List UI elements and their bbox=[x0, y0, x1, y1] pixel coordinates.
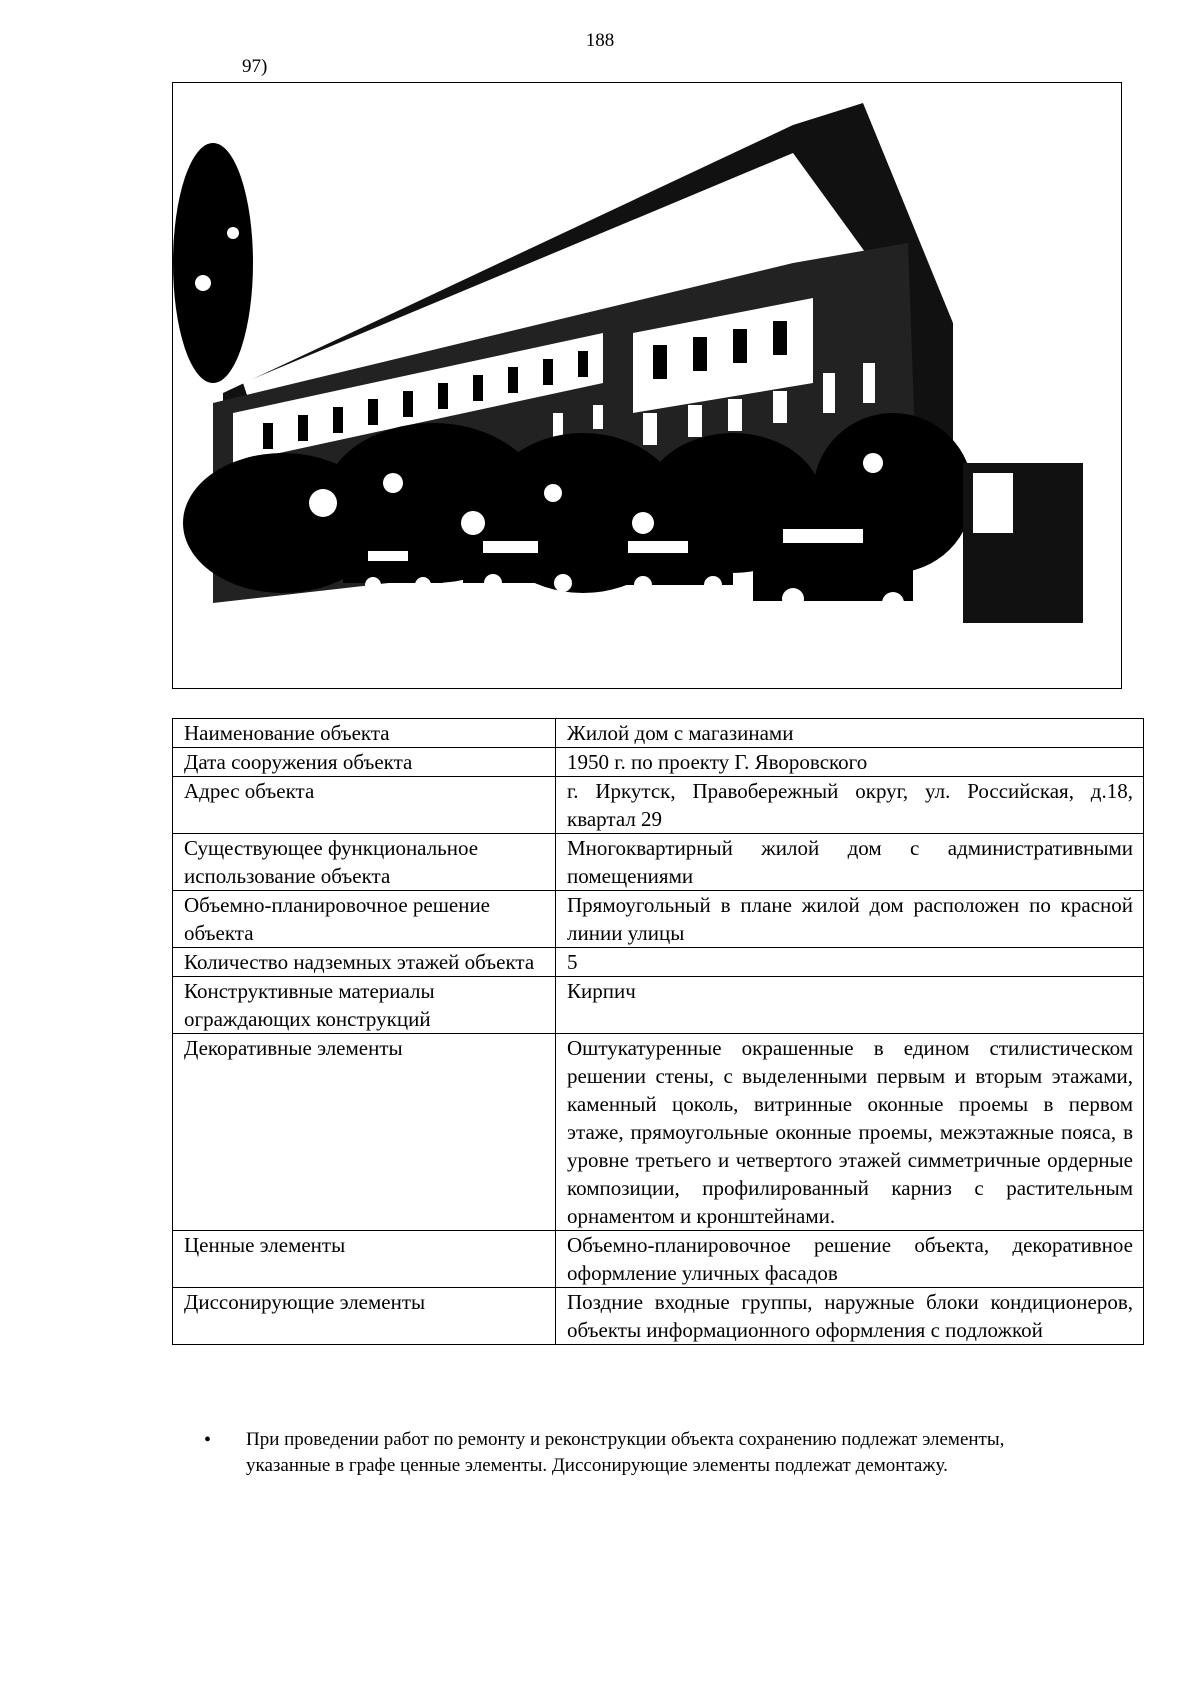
row-value: Кирпич bbox=[556, 977, 1144, 1034]
object-info-table bbox=[172, 718, 1144, 1345]
row-value: Объемно-планировочное решение объекта, декоративное оформление уличных фасадов bbox=[556, 1231, 1144, 1288]
page-number: 188 bbox=[585, 30, 615, 51]
row-label: Количество надземных этажей объекта bbox=[173, 948, 556, 977]
row-value: Прямоугольный в плане жилой дом расположен по красной линии улицы bbox=[556, 891, 1144, 948]
table-row bbox=[173, 1288, 1144, 1345]
row-label: Дата сооружения объекта bbox=[173, 748, 556, 777]
row-label: Ценные элементы bbox=[173, 1231, 556, 1288]
building-photo-icon bbox=[173, 83, 1122, 689]
row-label: Конструктивные материалы ограждающих конструкций bbox=[173, 977, 556, 1034]
row-value: Поздние входные группы, наружные блоки кондиционеров, объекты информационного оформления с подложкой bbox=[556, 1288, 1144, 1345]
row-label: Объемно-планировочное решение объекта bbox=[173, 891, 556, 948]
row-value: г. Иркутск, Правобережный округ, ул. Российская, д.18, квартал 29 bbox=[556, 777, 1144, 834]
row-value: Оштукатуренные окрашенные в едином стилистическом решении стены, с выделенными первым и вторым этажами, каменный цоколь, витринные оконные проемы в первом этаже, прямоугольные оконные проемы, межэтажные пояса, в уровне третьего и четвертого этажей симметричные ордерные композиции, профилированный карниз с растительным орнаментом и кронштейнами. bbox=[556, 1034, 1144, 1231]
row-label: Существующее функциональное использование объекта bbox=[173, 834, 556, 891]
table-row bbox=[173, 748, 1144, 777]
table-row bbox=[173, 719, 1144, 748]
row-value: Многоквартирный жилой дом с административными помещениями bbox=[556, 834, 1144, 891]
table-row bbox=[173, 1231, 1144, 1288]
row-label: Диссонирующие элементы bbox=[173, 1288, 556, 1345]
table-row bbox=[173, 1034, 1144, 1231]
table-row bbox=[173, 834, 1144, 891]
table-row bbox=[173, 777, 1144, 834]
note-text: При проведении работ по ремонту и реконструкции объекта сохранению подлежат элементы, указанные в графе ценные элементы. Диссонирующие элементы подлежат демонтажу. bbox=[246, 1429, 1005, 1476]
row-value: 1950 г. по проекту Г. Яворовского bbox=[556, 748, 1144, 777]
row-label: Декоративные элементы bbox=[173, 1034, 556, 1231]
table-row bbox=[173, 977, 1144, 1034]
row-label: Наименование объекта bbox=[173, 719, 556, 748]
table-row bbox=[173, 891, 1144, 948]
bullet-icon: • bbox=[204, 1429, 212, 1451]
preservation-note bbox=[204, 1427, 1084, 1479]
row-value: Жилой дом с магазинами bbox=[556, 719, 1144, 748]
row-label: Адрес объекта bbox=[173, 777, 556, 834]
item-number: 97) bbox=[242, 56, 268, 77]
table-row bbox=[173, 948, 1144, 977]
building-photo bbox=[172, 82, 1122, 689]
row-value: 5 bbox=[556, 948, 1144, 977]
